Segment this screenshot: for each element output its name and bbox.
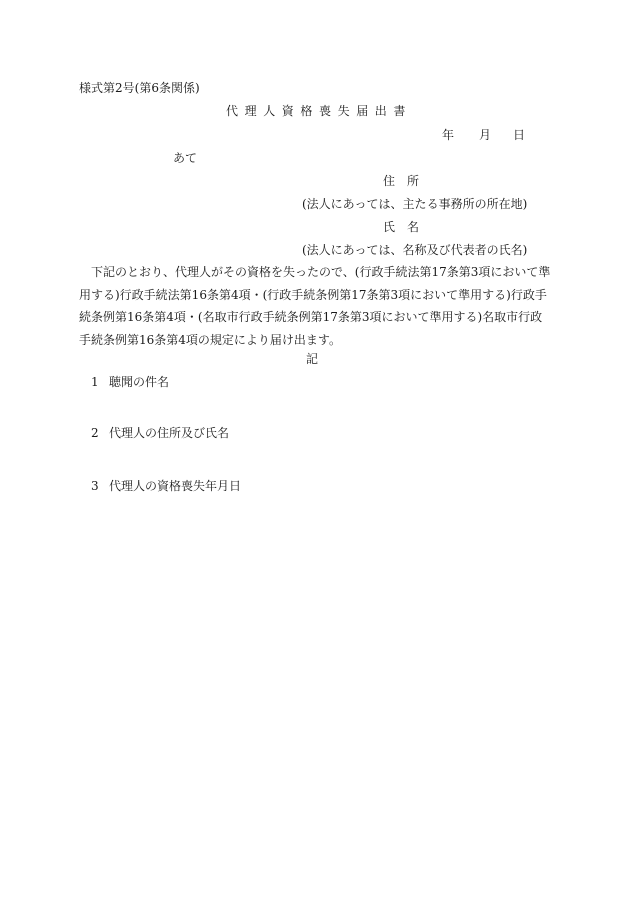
body-paragraph: 下記のとおり、代理人がその資格を失ったので、(行政手続法第17条第3項において準用する)行政手続法第16条第4項・(行政手続条例第17条第3項において準用する)行政手続条例第16条第4項・(名取市行政手続条例第17条第3項において準用する)名取市行政手続条例第16条第4項の規定により届け出ます。 xyxy=(79,265,551,347)
document-title: 代理人資格喪失届出書 xyxy=(226,104,413,118)
name-note: (法人にあっては、名称及び代表者の氏名) xyxy=(302,243,528,257)
address-label: 住 所 xyxy=(383,174,420,188)
item-label: 代理人の住所及び氏名 xyxy=(109,426,230,440)
item-label: 代理人の資格喪失年月日 xyxy=(109,479,242,493)
name-label: 氏 名 xyxy=(383,220,420,234)
item-label: 聴聞の件名 xyxy=(109,375,170,389)
item-number: 1 xyxy=(91,375,99,389)
address-note: (法人にあっては、主たる事務所の所在地) xyxy=(302,197,528,211)
day-label: 日 xyxy=(513,128,526,142)
addressee-label: あて xyxy=(173,151,198,165)
item-number: 2 xyxy=(91,426,99,440)
item-number: 3 xyxy=(91,479,99,493)
year-label: 年 xyxy=(442,128,455,142)
month-label: 月 xyxy=(479,128,492,142)
ki-heading: 記 xyxy=(306,352,319,366)
form-label: 様式第2号(第6条関係) xyxy=(79,81,200,95)
